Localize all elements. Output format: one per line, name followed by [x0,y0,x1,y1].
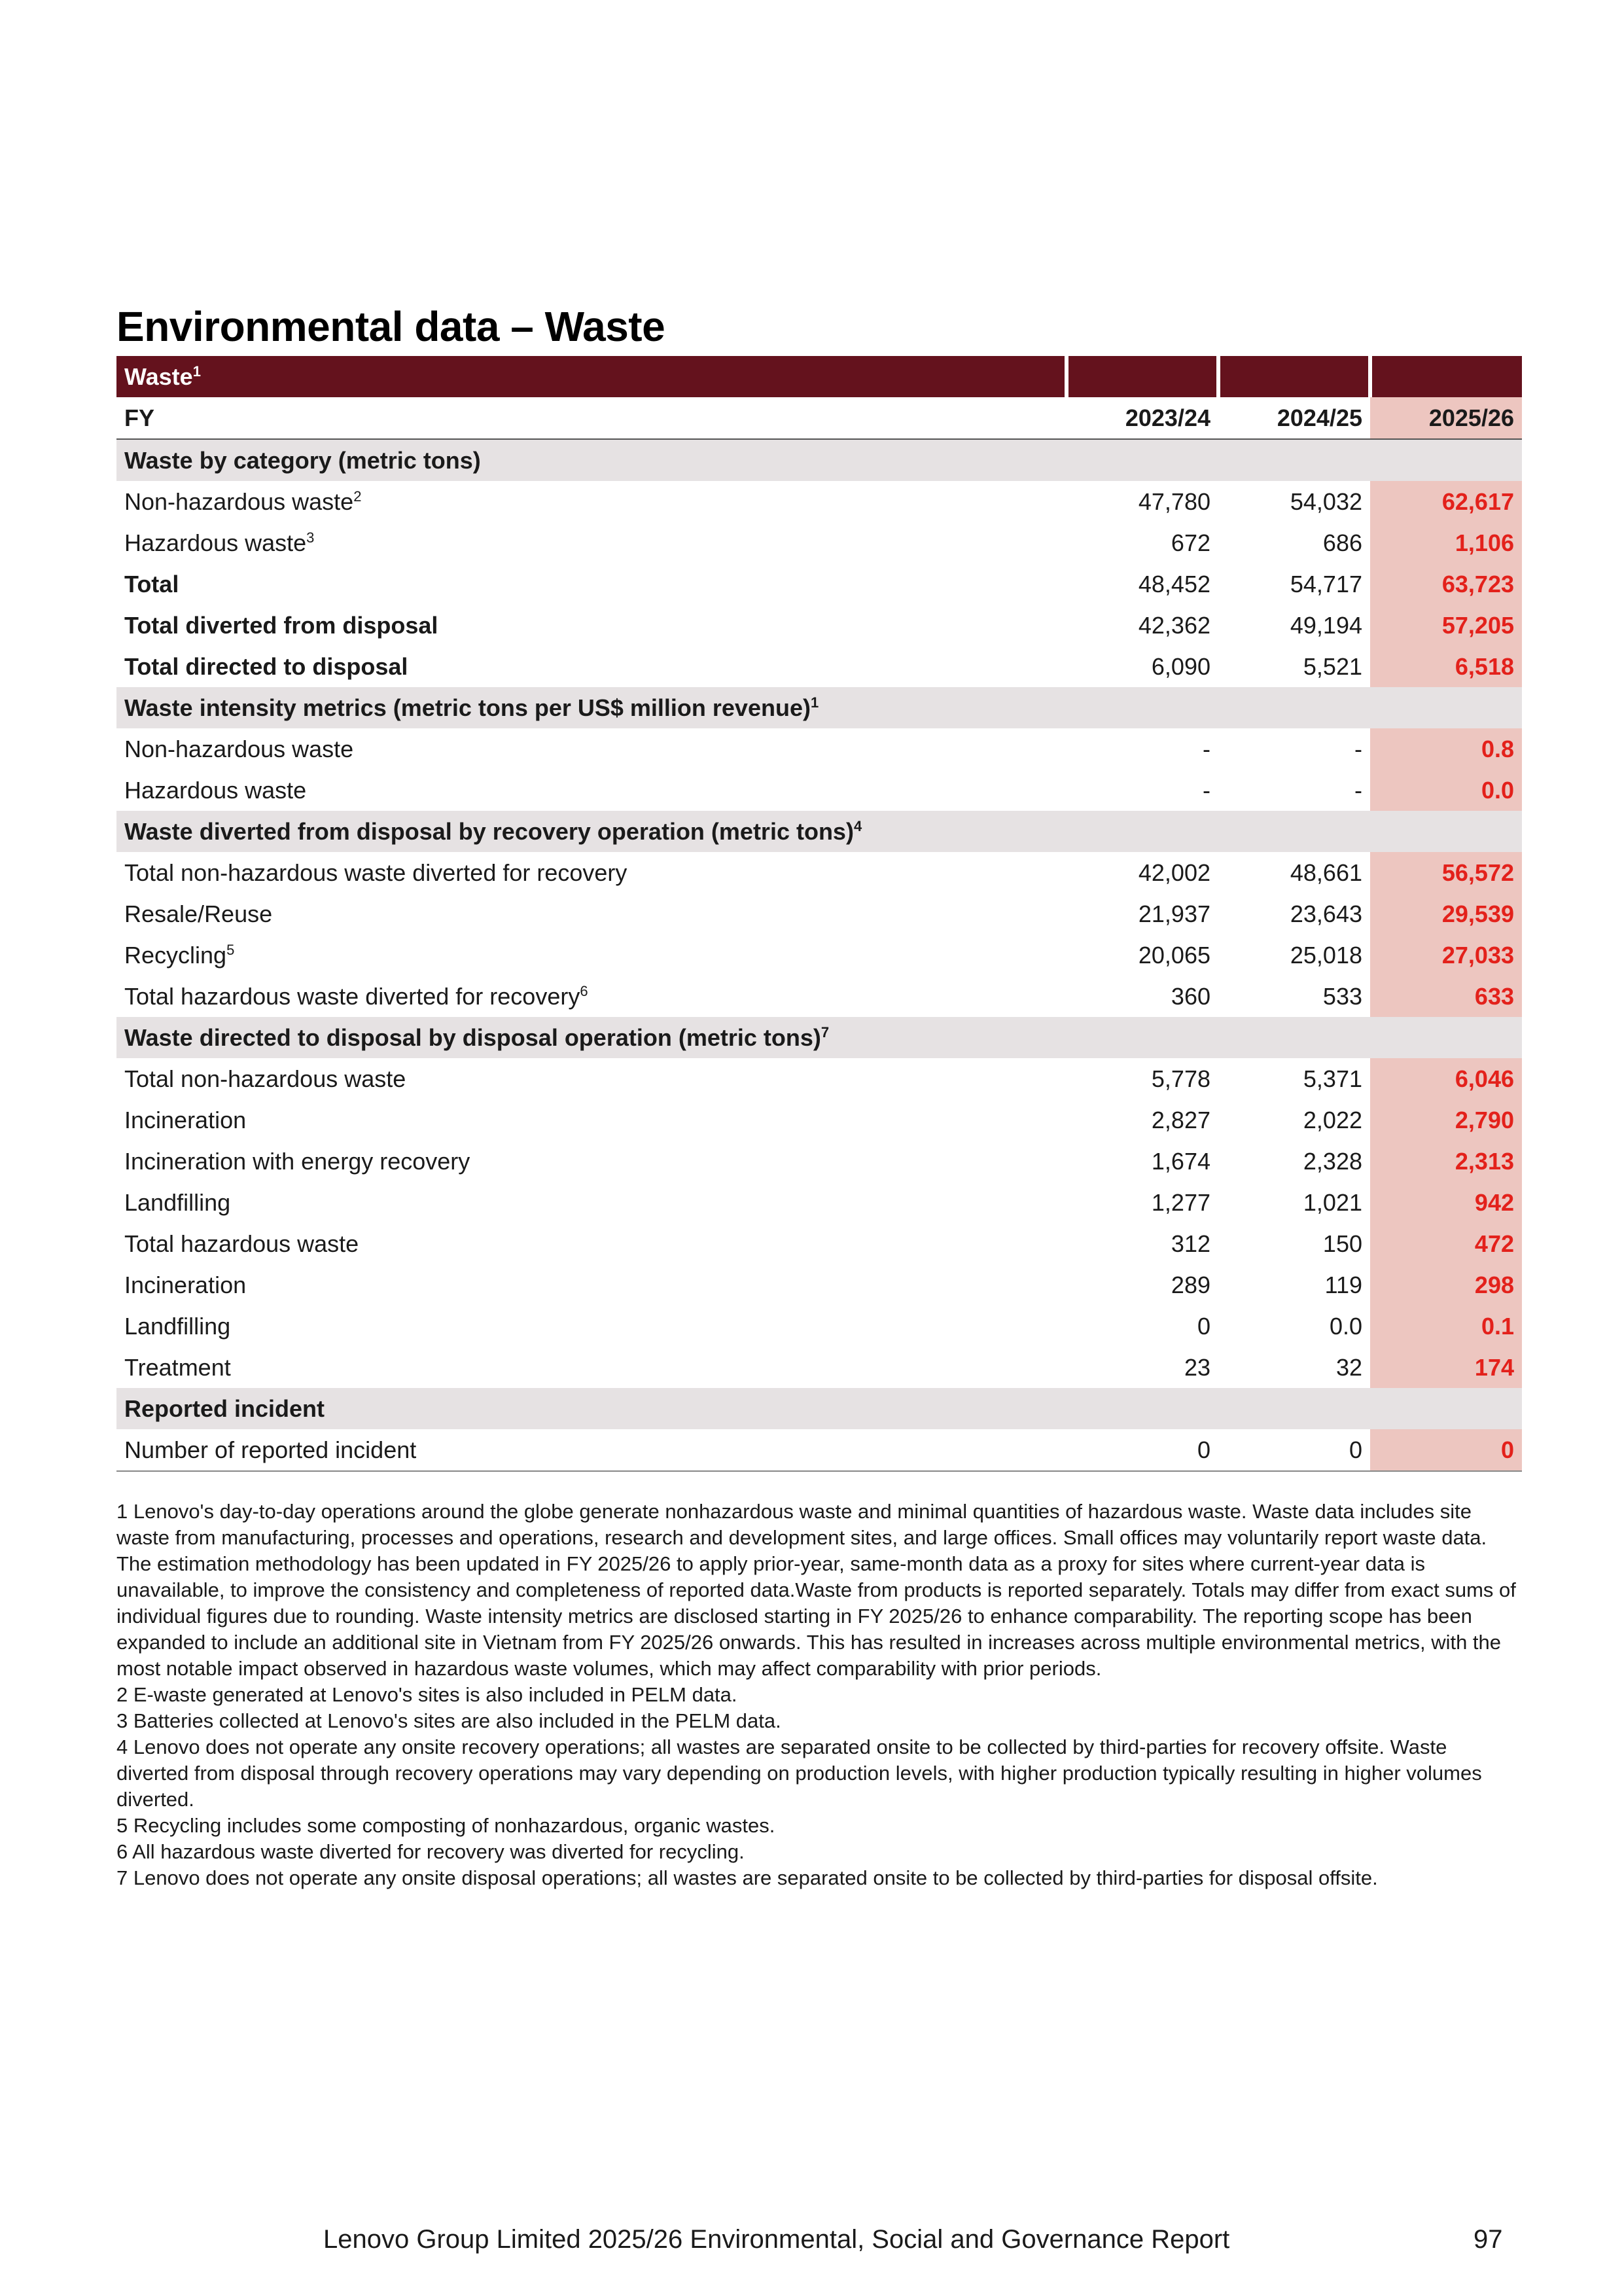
value-current-year: 298 [1370,1264,1522,1306]
row-label: Hazardous waste [124,776,307,804]
row-label: Total [124,570,179,597]
footnote: 4 Lenovo does not operate any onsite recovery operations; all wastes are separated onsite to be collected by third-parties for recovery offsite. Waste diverted from disposal through recovery operations may vary depending on production levels, with higher production typically resulting in higher volumes diverted. [116,1735,1482,1811]
value-cell: 289 [1171,1271,1210,1298]
value-cell: 0 [1197,1312,1210,1340]
value-current-year: 2,790 [1370,1099,1522,1141]
value-cell: 2,022 [1303,1106,1362,1133]
row-label-cell [116,646,1067,687]
value-current-year: 0.0 [1370,770,1522,811]
value-cell: - [1203,735,1210,762]
footnote-ref: 3 [306,529,315,546]
row-label: Waste by category (metric tons) [124,446,481,474]
table-row [116,1429,1522,1471]
row-label: Resale/Reuse [124,900,273,927]
page-footer [0,2225,1624,2264]
footnotes [116,1499,1523,1891]
footnote: 7 Lenovo does not operate any onsite disposal operations; all wastes are separated onsite to be collected by third-parties for disposal offsite. [116,1866,1378,1889]
value-cell: 54,032 [1290,488,1362,515]
value-current-year: 942 [1370,1182,1522,1223]
row-label-cell [116,934,1067,976]
value-cell: 49,194 [1290,611,1362,639]
table-row [116,481,1522,522]
year-header: 2023/24 [1067,397,1218,439]
value-cell: 312 [1171,1230,1210,1257]
waste-data-table [116,356,1522,1472]
value-current-year: 57,205 [1370,605,1522,646]
value-current-year: 63,723 [1370,563,1522,605]
row-label: Non-hazardous waste [124,488,354,515]
table-row [116,1141,1522,1182]
row-label-cell [116,563,1067,605]
value-cell: 672 [1171,529,1210,556]
table-row [116,852,1522,893]
footnote-ref: 1 [192,363,201,380]
page-title: Environmental data – Waste [116,303,665,350]
section-header [116,1388,1067,1429]
value-cell: 1,021 [1303,1188,1362,1216]
value-current-year: 2,313 [1370,1141,1522,1182]
footnote: 2 E-waste generated at Lenovo's sites is also included in PELM data. [116,1683,737,1706]
value-current-year: 472 [1370,1223,1522,1264]
row-label: Incineration [124,1106,247,1133]
row-label: Reported incident [124,1395,325,1422]
table-row [116,1223,1522,1264]
year-header-current: 2025/26 [1370,397,1522,439]
table-row [116,1264,1522,1306]
row-label-cell [116,1058,1067,1099]
row-label: Total non-hazardous waste diverted for recovery [124,859,627,886]
row-label-cell [116,481,1067,522]
row-label-cell [116,976,1067,1017]
footnote: 3 Batteries collected at Lenovo's sites are also included in the PELM data. [116,1709,781,1732]
value-cell: 2,827 [1151,1106,1210,1133]
row-label: Waste intensity metrics (metric tons per US$ million revenue) [124,694,811,721]
table-row [116,522,1522,563]
row-label: Recycling [124,941,227,969]
row-label-cell [116,605,1067,646]
value-cell: 48,661 [1290,859,1362,886]
value-cell: 360 [1171,982,1210,1010]
value-cell: 47,780 [1138,488,1210,515]
value-cell: - [1354,735,1362,762]
footnote: 5 Recycling includes some composting of nonhazardous, organic wastes. [116,1814,775,1837]
row-label-cell [116,1264,1067,1306]
table-row [116,770,1522,811]
row-label: Landfilling [124,1188,231,1216]
row-label-cell [116,852,1067,893]
row-label-cell [116,770,1067,811]
value-current-year: 1,106 [1370,522,1522,563]
footnote: 6 All hazardous waste diverted for recovery was diverted for recycling. [116,1840,745,1863]
value-cell: 533 [1322,982,1362,1010]
value-cell: 20,065 [1138,941,1210,969]
row-label-cell [116,1141,1067,1182]
table-row [116,728,1522,770]
value-cell: 2,328 [1303,1147,1362,1175]
value-current-year: 6,046 [1370,1058,1522,1099]
row-label-cell [116,1347,1067,1388]
row-label: Incineration with energy recovery [124,1147,470,1175]
value-current-year: 0.8 [1370,728,1522,770]
table-row [116,563,1522,605]
table-row [116,893,1522,934]
value-cell: 42,362 [1138,611,1210,639]
row-label: Total hazardous waste [124,1230,359,1257]
value-cell: 32 [1335,1353,1362,1381]
footnote: 1 Lenovo's day-to-day operations around the globe generate nonhazardous waste and minimal quantities of hazardous waste. Waste data includes site waste from manufacturing, processes and operations, research and development sites, and large offices. Small offices may voluntarily report waste data. The estimation methodology has been updated in FY 2025/26 to apply prior-year, same-month data as a proxy for sites where current-year data is unavailable, to improve the consistency and completeness of reported data.Waste from products is reported separately. Totals may differ from exact sums of individual figures due to rounding. Waste intensity metrics are disclosed starting in FY 2025/26 to enhance comparability. The reporting scope has been expanded to include an additional site in Vietnam from FY 2025/26 onwards. This has resulted in increases across multiple environmental metrics, with the most notable impact observed in hazardous waste volumes, which may affect comparability with prior periods. [116,1500,1516,1680]
table-row [116,646,1522,687]
table-row [116,934,1522,976]
fy-header-row [116,397,1522,439]
table-row [116,1347,1522,1388]
row-label: Treatment [124,1353,231,1381]
row-label-cell [116,728,1067,770]
value-current-year: 27,033 [1370,934,1522,976]
section-header [116,439,1067,481]
section-header [116,811,1067,852]
value-cell: 5,371 [1303,1065,1362,1092]
row-label: Total directed to disposal [124,652,408,680]
table-banner-text: Waste [124,363,193,390]
row-label: Total non-hazardous waste [124,1065,406,1092]
row-label: Non-hazardous waste [124,735,354,762]
row-label-cell [116,1182,1067,1223]
value-current-year: 29,539 [1370,893,1522,934]
table-row [116,1099,1522,1141]
page-number: 97 [1474,2225,1503,2254]
section-header-row [116,1388,1522,1429]
value-cell: 1,674 [1151,1147,1210,1175]
section-header-row [116,687,1522,728]
value-current-year: 62,617 [1370,481,1522,522]
row-label: Landfilling [124,1312,231,1340]
value-cell: 686 [1322,529,1362,556]
row-label-cell [116,893,1067,934]
row-label-cell [116,1223,1067,1264]
value-cell: 25,018 [1290,941,1362,969]
row-label: Hazardous waste [124,529,307,556]
table-banner [116,356,1067,397]
value-cell: 48,452 [1138,570,1210,597]
value-cell: 1,277 [1151,1188,1210,1216]
value-cell: 119 [1324,1271,1362,1298]
value-cell: 54,717 [1290,570,1362,597]
table-banner-row [116,356,1522,397]
value-current-year: 56,572 [1370,852,1522,893]
table-row [116,1306,1522,1347]
section-header-row [116,439,1522,481]
section-header-row [116,1017,1522,1058]
report-title: Lenovo Group Limited 2025/26 Environmental, Social and Governance Report [323,2225,1230,2254]
footnote-ref: 1 [810,694,819,711]
row-label-cell [116,1429,1067,1471]
value-cell: - [1203,776,1210,804]
value-current-year: 0 [1370,1429,1522,1471]
footnote-ref: 7 [821,1023,830,1041]
row-label: Number of reported incident [124,1436,417,1463]
value-current-year: 633 [1370,976,1522,1017]
footnote-ref: 2 [353,488,362,505]
value-current-year: 0.1 [1370,1306,1522,1347]
row-label: Waste directed to disposal by disposal operation (metric tons) [124,1023,821,1051]
value-cell: 6,090 [1151,652,1210,680]
section-header [116,1017,1067,1058]
value-cell: 5,778 [1151,1065,1210,1092]
row-label: Total diverted from disposal [124,611,438,639]
row-label: Waste diverted from disposal by recovery operation (metric tons) [124,817,854,845]
footnote-ref: 5 [226,941,235,958]
value-cell: 21,937 [1138,900,1210,927]
value-current-year: 174 [1370,1347,1522,1388]
value-cell: 23 [1184,1353,1210,1381]
value-current-year: 6,518 [1370,646,1522,687]
section-header [116,687,1067,728]
table-row [116,976,1522,1017]
table-row [116,1182,1522,1223]
fy-label: FY [116,397,1067,439]
value-cell: 42,002 [1138,859,1210,886]
value-cell: 23,643 [1290,900,1362,927]
row-label-cell [116,1306,1067,1347]
table-row [116,605,1522,646]
value-cell: 150 [1322,1230,1362,1257]
value-cell: 0 [1218,1429,1370,1471]
row-label: Incineration [124,1271,247,1298]
row-label: Total hazardous waste diverted for recovery [124,982,580,1010]
value-cell: 5,521 [1303,652,1362,680]
value-cell: 0.0 [1329,1312,1362,1340]
footnote-ref: 4 [853,817,862,834]
table-row [116,1058,1522,1099]
footnote-ref: 6 [580,982,588,999]
row-label-cell [116,1099,1067,1141]
year-header: 2024/25 [1218,397,1370,439]
section-header-row [116,811,1522,852]
value-cell: - [1354,776,1362,804]
row-label-cell [116,522,1067,563]
value-cell: 0 [1067,1429,1218,1471]
